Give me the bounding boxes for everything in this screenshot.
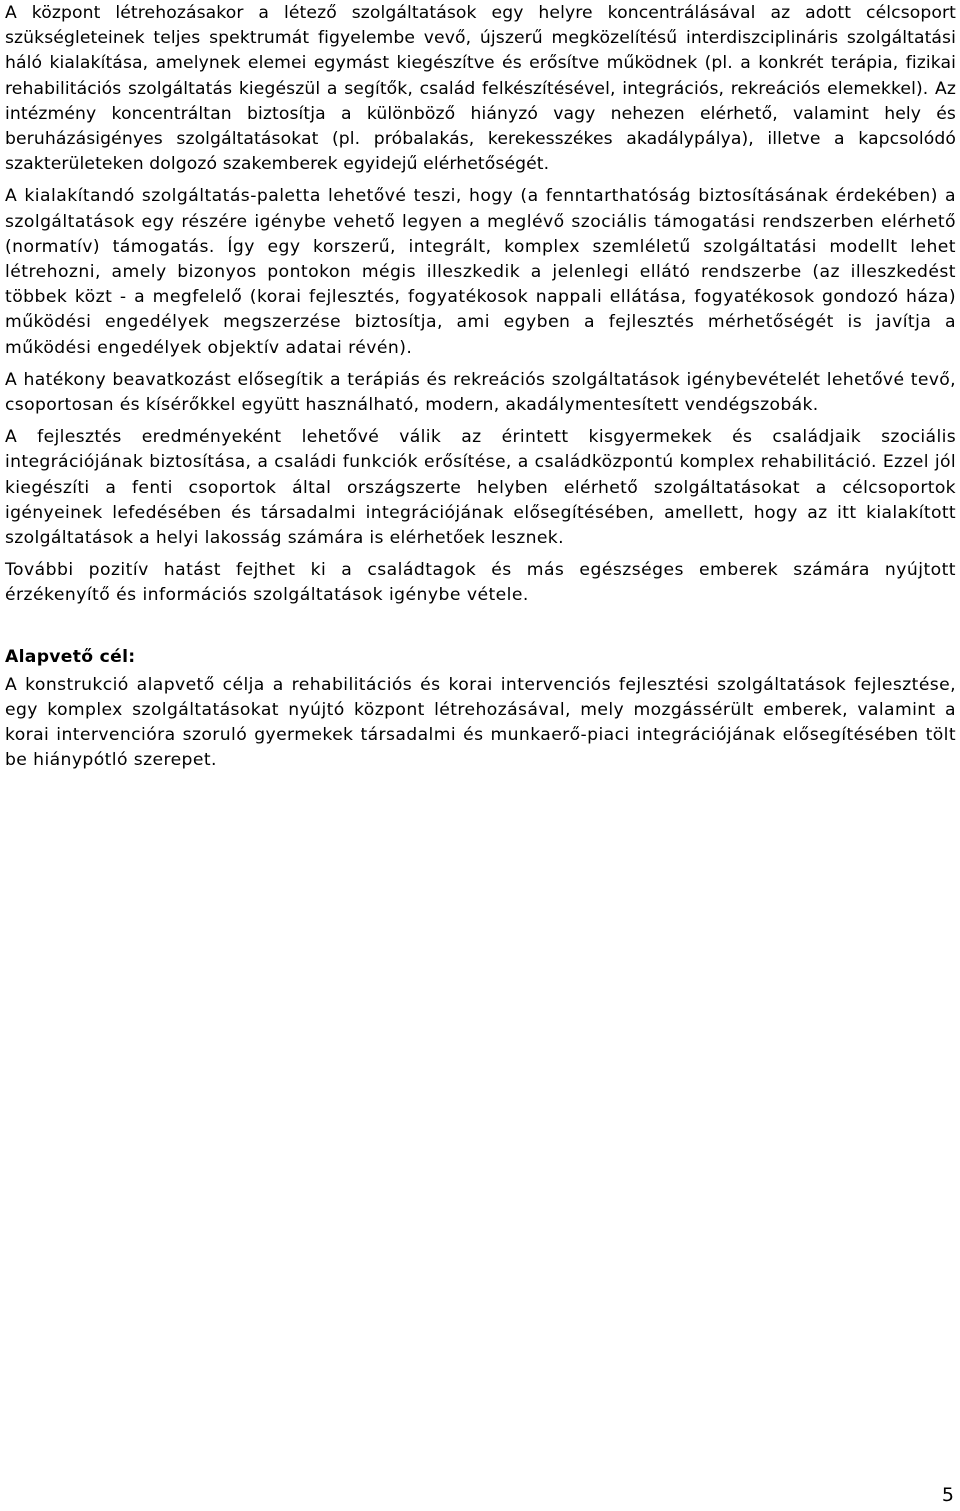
paragraph-positive-effects: További pozitív hatást fejthet ki a családtagok és más egészséges emberek számára nyújtott érzékenyítő és információs szolgáltatások igénybe vétele.	[5, 560, 956, 606]
paragraph-service-network: A központ létrehozásakor a létező szolgáltatások egy helyre koncentrálásával az adott célcsoport szükségleteinek teljes spektrumát figyelembe vevő, újszerű megközelítésű interdiszciplináris szolgáltatási háló kialakítása, amelynek elemei egymást kiegészítve és erősítve működnek (pl. a konkrét terápia, fizikai rehabilitációs szolgáltatás kiegészül a segítők, család felkészítésével, integrációs, rekreációs elemekkel). Az intézmény koncentráltan biztosítja a különböző hiányzó vagy nehezen elérhető, valamint hely és beruházásigényes szolgáltatásokat (pl. próbalakás, kerekesszékes akadálypálya), illetve a kapcsolódó szakterületeken dolgozó szakemberek egyidejű elérhetőségét.	[5, 3, 956, 175]
document-page	[5, 0, 956, 773]
paragraph-guest-rooms: A hatékony beavatkozást elősegítik a terápiás és rekreációs szolgáltatások igénybevételét lehetővé tevő, csoportosan és kísérőkkel együtt használható, modern, akadálymentesített vendégszobák.	[5, 369, 956, 416]
paragraph-service-palette: A kialakítandó szolgáltatás-paletta lehetővé teszi, hogy (a fenntarthatóság biztosításának érdekében) a szolgáltatások egy részére igénybe vehető legyen a meglévő szociális támogatási rendszerben elérhető (normatív) támogatás. Így egy korszerű, integrált, komplex szemléletű szolgáltatási modellt lehet létrehozni, amely bizonyos pontokon mégis illeszkedik a jelenlegi ellátó rendszerbe (az illeszkedést többek közt - a megfelelő (korai fejlesztés, fogyatékosok nappali ellátása, fogyatékosok gondozó háza) működési engedélyek megszerzése biztosítja, ami egyben a fejlesztés mérhetőségét is javítja a működési engedélyek objektív adatai révén).	[5, 186, 956, 358]
goal-paragraph: A konstrukció alapvető célja a rehabilitációs és korai intervenciós fejlesztési szolgáltatások fejlesztése, egy komplex szolgáltatásokat nyújtó központ létrehozásával, mely mozgássérült emberek, valamint a korai intervencióra szoruló gyermekek társadalmi és munkaerő-piaci integrációjának elősegítésében tölt be hiánypótló szerepet.	[5, 674, 956, 771]
goal-heading: Alapvető cél:	[5, 646, 136, 667]
page-number: 5	[941, 1484, 954, 1506]
paragraph-development-results: A fejlesztés eredményeként lehetővé válik az érintett kisgyermekek és családjaik szociális integrációjának biztosítása, a családi funkciók erősítése, a családközpontú komplex rehabilitáció. Ezzel jól kiegészíti a fenti csoportok által országszerte helyben elérhető szolgáltatásokat a célcsoportok igényeinek lefedésében és társadalmi integrációjának elősegítésében, amellett, hogy az itt kialakított szolgáltatások a helyi lakosság számára is elérhetőek lesznek.	[5, 427, 956, 549]
